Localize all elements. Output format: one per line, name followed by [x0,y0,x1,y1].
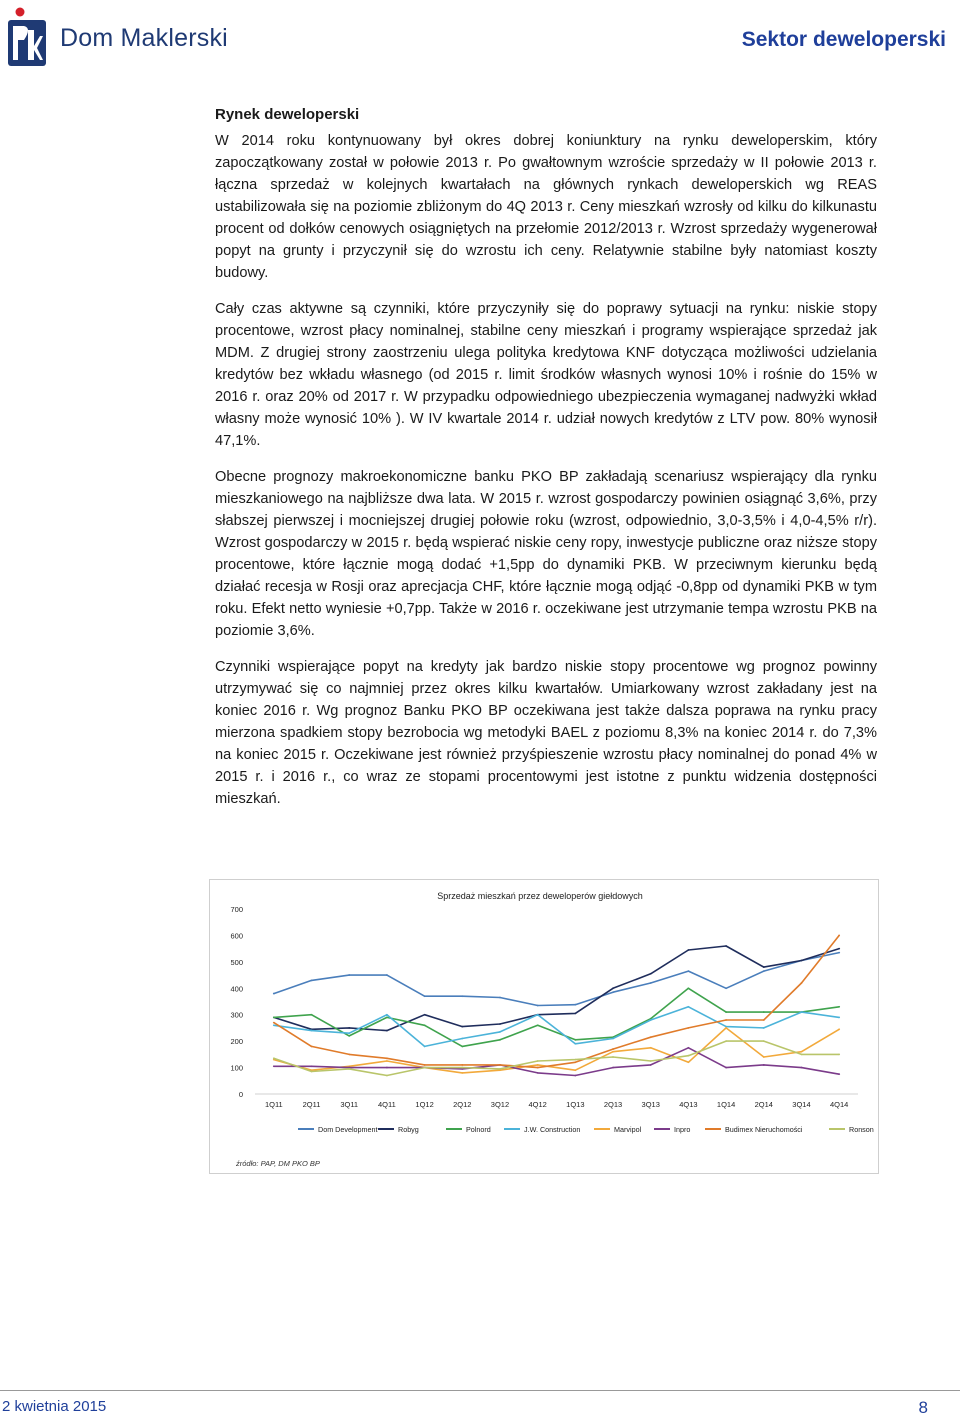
data-point [311,1014,313,1016]
legend-label: J.W. Construction [524,1125,581,1134]
legend-label: Inpro [674,1125,691,1134]
data-point [273,1057,275,1059]
series-line [274,953,839,1006]
data-point [386,1057,388,1059]
data-point [574,1039,576,1041]
y-tick-label: 300 [230,1010,243,1020]
data-point [763,1056,765,1058]
data-point [650,973,652,975]
data-point [688,1047,690,1049]
paragraph-3: Obecne prognozy makroekonomiczne banku PKO BP zakładają scenariusz wspierający dla rynku mieszkaniowego na najbliższe dwa lata. W 2015 r. wzrost gospodarczy powinien osiągnąć 3,6%, przy słabszej pierwszej i mocniejszej drugiej połowie roku (wzrost, odpowiednio, 3,0-3,5% i 4,0-4,5% r/r). Wzrost gospodarczy w 2015 r. będą wspierać niskie ceny ropy, inwestycje publiczne oraz niższe stopy procentowe, które łącznie mogą dodać +1,5pp do dynamiki PKB. W przeciwnym kierunku będą działać recesja w Rosji oraz aprecjacja CHF, które łącznie mogą odjąć -0,8pp od dynamiki PKB w tym roku. Efekt netto wyniesie +0,7pp. Także w 2016 r. oczekiwane jest utrzymanie tempa wzrostu PKB na poziomie 3,6%. [215,469,877,639]
y-tick-label: 600 [230,931,243,941]
data-point [461,995,463,997]
x-tick-label: 4Q12 [528,1100,547,1109]
data-point [725,987,727,989]
data-point [348,1035,350,1037]
data-point [688,970,690,972]
data-point [499,1023,501,1025]
data-point [650,1060,652,1062]
data-point [273,993,275,995]
y-tick-label: 500 [230,957,243,967]
data-point [424,1064,426,1066]
data-point [424,1046,426,1048]
data-point [386,1014,388,1016]
x-tick-label: 3Q12 [490,1100,510,1109]
data-point [273,1065,275,1067]
data-point [838,1053,840,1055]
chart-source: źródło: PAP, DM PKO BP [236,1159,320,1168]
data-point [801,1067,803,1069]
data-point [801,1053,803,1055]
x-tick-label: 3Q13 [641,1100,660,1109]
data-point [838,1073,840,1075]
data-point [461,1064,463,1066]
data-point [688,1006,690,1008]
y-tick-label: 200 [230,1037,243,1047]
data-point [348,1032,350,1034]
series-line [274,988,839,1046]
data-point [801,960,803,962]
data-point [499,1031,501,1033]
paragraph-4: Czynniki wspierające popyt na kredyty jak bardzo niskie stopy procentowe wg prognoz powinny utrzymywać się co najmniej przez okres kilku kwartałów. Umiarkowany wzrost zakładany jest na koniec 2016 r. Wg prognoz Banku PKO BP oczekiwana jest także dalsza poprawa na rynku pracy mierzona spadkiem stopy bezrobocia wg metodyki BAEL z poziomu 8,3% na koniec 2014 r. do 7,3% na koniec 2015 r. Oczekiwane jest również przyśpieszenie wzrostu płacy nominalnej do ponad 4% w 2015 r. i 2016 r., co wraz ze stopami procentowymi jest istotne z punktu widzenia dostępności mieszkań. [215,659,877,807]
data-point [838,1028,840,1030]
legend-label: Polnord [466,1125,491,1134]
data-point [537,1067,539,1069]
data-point [612,1051,614,1053]
x-tick-label: 2Q14 [754,1100,773,1109]
x-tick-label: 3Q11 [340,1100,359,1109]
x-tick-label: 1Q12 [415,1100,434,1109]
data-point [650,1064,652,1066]
y-tick-label: 0 [238,1090,243,1099]
data-point [688,1055,690,1057]
footer-divider [0,1390,960,1420]
paragraph-2: Cały czas aktywne są czynniki, które przyczyniły się do poprawy sytuacji na rynku: niskie stopy procentowe, wzrost płacy nominalnej, stabilne ceny mieszkań i programy wspierające sprzedaż jak MDM. Z drugiej strony zaostrzeniu ulega polityka kredytowa KNF dotycząca możliwości udzielania kredytów bez wkładu własnego (od 2015 r. limit środków własnych wynosi 10% i rośnie do 15% w 2016 r. oraz 20% od 2017 r. W przypadku odpowiedniego ubezpieczenia wymaganej nadwyżki wkład własny może wynosić 10% ). W IV kwartale 2014 r. udział nowych kredytów z LTV pow. 80% wynosił 47,1%. [215,301,877,449]
data-point [424,1024,426,1026]
page-header [0,0,960,80]
data-point [763,1040,765,1042]
brand-name: Dom Maklerski [60,24,228,52]
legend-label: Dom Development [318,1125,378,1134]
section-title: Sektor deweloperski [741,28,946,51]
data-point [612,987,614,989]
data-point [725,1027,727,1029]
x-tick-label: 1Q14 [716,1100,736,1109]
data-point [537,1064,539,1066]
data-point [386,1060,388,1062]
data-point [424,995,426,997]
data-point [763,1027,765,1029]
x-tick-label: 1Q13 [566,1100,585,1109]
data-point [838,1006,840,1008]
data-point [386,1016,388,1018]
data-point [612,991,614,993]
data-point [612,1048,614,1050]
data-point [273,1016,275,1018]
data-point [688,1027,690,1029]
data-point [650,1019,652,1021]
x-tick-label: 2Q13 [603,1100,623,1109]
series-line [274,1041,839,1075]
article [215,104,877,824]
data-point [612,1067,614,1069]
data-point [838,952,840,954]
data-point [461,1067,463,1069]
sales-chart [209,879,879,1174]
data-point [574,1061,576,1063]
data-point [461,1026,463,1028]
data-point [348,974,350,976]
legend-label: Ronson [849,1125,874,1134]
data-point [763,1019,765,1021]
legend-label: Marvipol [614,1125,642,1134]
data-point [650,982,652,984]
data-point [311,1071,313,1073]
data-point [574,1069,576,1071]
x-tick-label: 2Q12 [453,1100,472,1109]
chart-title: Sprzedaż mieszkań przez deweloperów giełdowych [437,891,643,901]
data-point [424,1014,426,1016]
data-point [461,1072,463,1074]
data-point [311,979,313,981]
data-point [725,1011,727,1013]
data-point [348,1068,350,1070]
data-point [461,1046,463,1048]
data-point [574,1075,576,1077]
data-point [311,1046,313,1048]
data-point [311,1065,313,1067]
data-point [801,1011,803,1013]
data-point [574,1059,576,1061]
data-point [386,974,388,976]
x-tick-label: 4Q11 [378,1100,396,1109]
data-point [461,1038,463,1040]
data-point [386,1030,388,1032]
y-tick-label: 700 [230,905,243,914]
data-point [348,1027,350,1029]
paragraph-1: W 2014 roku kontynuowany był okres dobrej koniunktury na rynku deweloperskim, który zapoczątkowany został w połowie 2013 r. Po gwałtownym wzroście sprzedaży w II połowie 2013 r. łączna sprzedaż w kolejnych kwartałach na głównych rynkach deweloperskich wg REAS ustabilizowała się na poziomie zbliżonym do 4Q 2013 r. Ceny mieszkań wzrosły od kilku do kilkunastu procent od dołków cenowych osiągniętych na przełomie 2012/2013 r. Wzrost sprzedaży wygenerował popyt na grunty i przyczynił się do wzrostu ich ceny. Relatywnie stabilne były natomiast koszty budowy. [215,133,877,281]
data-point [650,1036,652,1038]
data-point [725,1040,727,1042]
x-tick-label: 4Q13 [679,1100,698,1109]
article-heading: Rynek deweloperski [215,106,360,123]
series-line [274,946,839,1031]
data-point [801,982,803,984]
data-point [537,1024,539,1026]
data-point [499,1039,501,1041]
data-point [273,1022,275,1024]
data-point [537,1005,539,1007]
data-point [273,1024,275,1026]
data-point [612,1056,614,1058]
data-point [838,1016,840,1018]
data-point [763,966,765,968]
data-point [574,1004,576,1006]
pko-logo-icon [6,6,48,68]
data-point [386,1067,388,1069]
data-point [574,1043,576,1045]
x-tick-label: 3Q14 [792,1100,811,1109]
data-point [537,1060,539,1062]
data-point [574,1012,576,1014]
legend-label: Robyg [398,1125,419,1134]
data-point [537,1072,539,1074]
data-point [725,945,727,947]
data-point [688,949,690,951]
data-point [311,1030,313,1032]
x-tick-label: 1Q11 [264,1100,283,1109]
data-point [650,1047,652,1049]
page-number: 8 [918,1398,928,1417]
data-point [801,1051,803,1053]
data-point [725,1019,727,1021]
footer-date: 2 kwietnia 2015 [2,1398,107,1415]
x-tick-label: 4Q14 [829,1100,849,1109]
series-line [274,935,839,1067]
data-point [688,987,690,989]
data-point [612,1038,614,1040]
data-point [499,1068,501,1070]
data-point [537,1014,539,1016]
chart-svg [210,880,878,1173]
data-point [725,1067,727,1069]
data-point [499,1064,501,1066]
data-point [763,970,765,972]
data-point [424,1067,426,1069]
data-point [838,948,840,950]
data-point [348,1053,350,1055]
data-point [763,1011,765,1013]
legend-label: Budimex Nieruchomości [725,1125,803,1134]
data-point [386,1075,388,1077]
data-point [499,997,501,999]
data-point [688,1061,690,1063]
data-point [763,1064,765,1066]
x-tick-label: 2Q11 [302,1100,321,1109]
data-point [838,935,840,937]
y-tick-label: 100 [230,1063,243,1073]
y-tick-label: 400 [230,984,243,994]
